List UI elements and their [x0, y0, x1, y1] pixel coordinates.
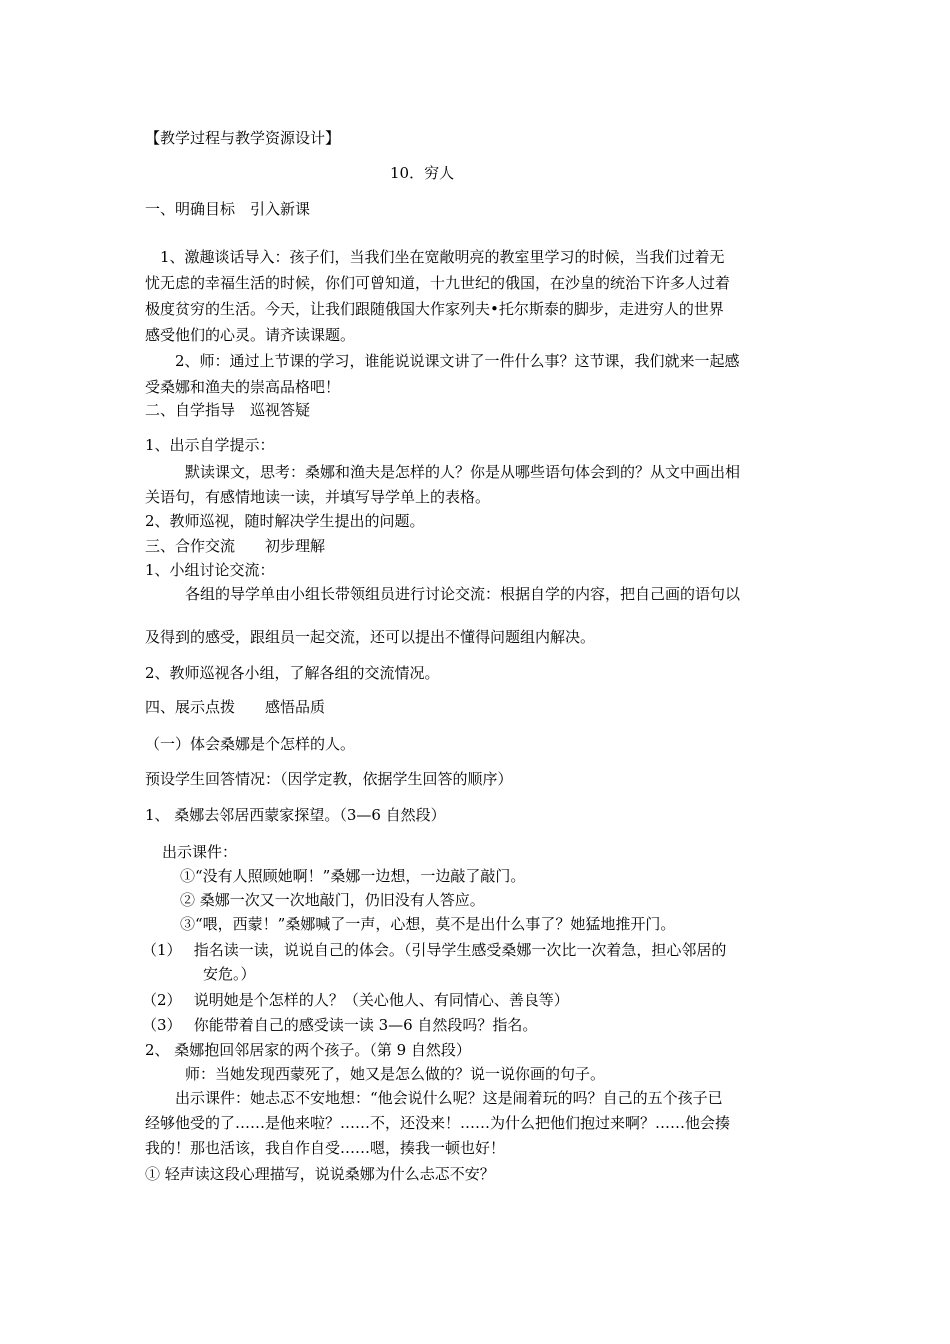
quote-line: ③“喂，西蒙！”桑娜喊了一声，心想，莫不是出什么事了？她猛地推开门。 [180, 915, 676, 933]
paragraph-line: 2、师：通过上节课的学习，谁能说说课文讲了一件什么事？这节课，我们就来一起感 [175, 352, 740, 370]
item-line: 2、教师巡视各小组，了解各组的交流情况。 [145, 664, 440, 682]
lesson-title: 10．穷人 [390, 164, 455, 182]
paragraph-line: 默读课文，思考：桑娜和渔夫是怎样的人？你是从哪些语句体会到的？从文中画出相 [185, 463, 741, 481]
paragraph-line: 我的！那也活该，我自作自受……嗯，揍我一顿也好！ [145, 1139, 506, 1157]
item-line: 2、教师巡视，随时解决学生提出的问题。 [145, 512, 425, 530]
quote-line: ② 桑娜一次又一次地敲门，仍旧没有人答应。 [180, 891, 485, 909]
heading-4: 四、展示点拨 感悟品质 [145, 698, 326, 716]
paragraph-line: 1、激趣谈话导入：孩子们，当我们坐在宽敞明亮的教室里学习的时候，当我们过着无 [160, 248, 725, 266]
paragraph-line: 各组的导学单由小组长带领组员进行讨论交流：根据自学的内容，把自己画的语句以 [185, 585, 741, 603]
section-header: 【教学过程与教学资源设计】 [145, 129, 341, 147]
paragraph-line: 师：当她发现西蒙死了，她又是怎么做的？说一说你画的句子。 [185, 1065, 606, 1083]
item-line: 2、 桑娜抱回邻居家的两个孩子。（第 9 自然段） [145, 1041, 471, 1059]
paragraph-line: 关语句，有感情地读一读，并填写导学单上的表格。 [145, 488, 491, 506]
item-line: 1、小组讨论交流： [145, 561, 275, 579]
item-line: 1、出示自学提示： [145, 436, 275, 454]
paragraph-line: 极度贫穷的生活。今天，让我们跟随俄国大作家列夫•托尔斯泰的脚步，走进穷人的世界 [145, 300, 724, 318]
question-line: 安危。） [203, 965, 256, 983]
paragraph-line: 及得到的感受，跟组员一起交流，还可以提出不懂得问题组内解决。 [145, 628, 596, 646]
paragraph-line: 出示课件：她忐忑不安地想：“他会说什么呢？这是闹着玩的吗？自己的五个孩子已 [175, 1089, 723, 1107]
item-line: 预设学生回答情况：（因学定教，依据学生回答的顺序） [145, 770, 513, 788]
quote-line: ①“没有人照顾她啊！”桑娜一边想，一边敲了敲门。 [180, 867, 526, 885]
question-line: （2） 说明她是个怎样的人？（关心他人、有同情心、善良等） [142, 991, 569, 1009]
question-line: （1） 指名读一读，说说自己的体会。（引导学生感受桑娜一次比一次着急，担心邻居的 [142, 941, 727, 959]
paragraph-line: 经够他受的了……是他来啦？……不，还没来！……为什么把他们抱过来啊？……他会揍 [145, 1114, 731, 1132]
sub-heading: （一）体会桑娜是个怎样的人。 [145, 735, 356, 753]
heading-2: 二、自学指导 巡视答疑 [145, 401, 311, 419]
heading-1: 一、明确目标 引入新课 [145, 200, 311, 218]
item-line: ① 轻声读这段心理描写，说说桑娜为什么忐忑不安？ [145, 1165, 495, 1183]
heading-3: 三、合作交流 初步理解 [145, 537, 326, 555]
paragraph-line: 感受他们的心灵。请齐读课题。 [145, 326, 356, 344]
item-line: 1、 桑娜去邻居西蒙家探望。（3—6 自然段） [145, 806, 446, 824]
question-line: （3） 你能带着自己的感受读一读 3—6 自然段吗？指名。 [142, 1016, 538, 1034]
item-line: 出示课件： [162, 843, 238, 861]
paragraph-line: 忧无虑的幸福生活的时候，你们可曾知道，十九世纪的俄国，在沙皇的统治下许多人过着 [145, 274, 731, 292]
paragraph-line: 受桑娜和渔夫的崇高品格吧！ [145, 378, 341, 396]
